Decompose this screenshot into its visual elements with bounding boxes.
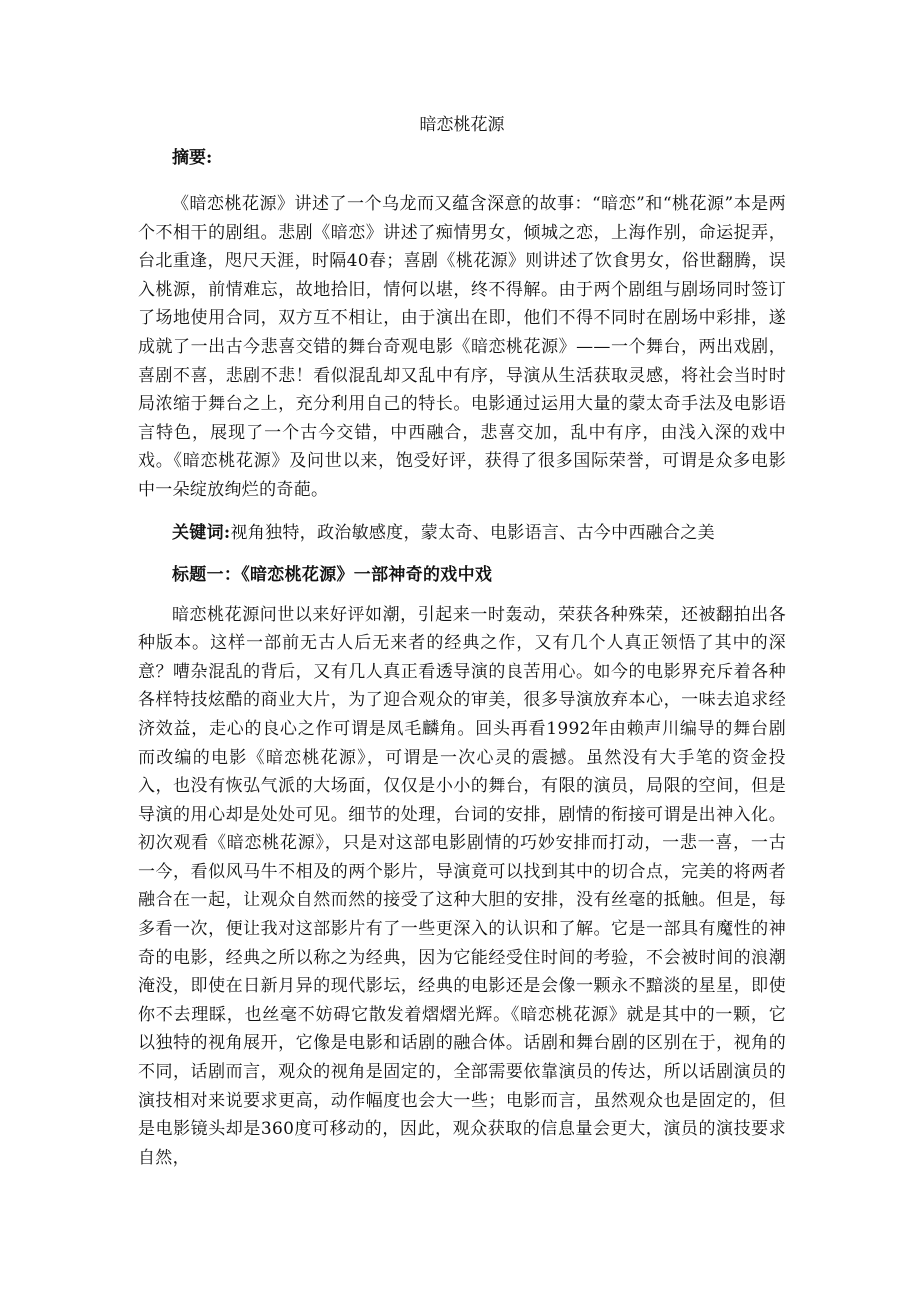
document-title: 暗恋桃花源	[419, 115, 505, 135]
keywords-label: 关键词:	[172, 522, 231, 543]
document-content	[138, 108, 786, 1172]
abstract-label: 摘要:	[172, 148, 213, 168]
abstract-paragraph: 《暗恋桃花源》讲述了一个乌龙而又蕴含深意的故事：“暗恋”和“桃花源”本是两个不相干的剧组。悲剧《暗恋》讲述了痴情男女，倾城之恋，上海作别，命运捉弄，台北重逢，咫尺天涯，时隔40春；喜剧《桃花源》则讲述了饮食男女，俗世翻腾，误入桃源，前情难忘，故地拾旧，情何以堪，终不得解。由于两个剧组与剧场同时签订了场地使用合同，双方互不相让，由于演出在即，他们不得不同时在剧场中彩排，遂成就了一出古今悲喜交错的舞台奇观电影《暗恋桃花源》——一个舞台，两出戏剧，喜剧不喜，悲剧不悲！看似混乱却又乱中有序，导演从生活获取灵感，将社会当时时局浓缩于舞台之上，充分利用自己的特长。电影通过运用大量的蒙太奇手法及电影语言特色，展现了一个古今交错，中西融合，悲喜交加，乱中有序，由浅入深的戏中戏。《暗恋桃花源》及问世以来，饱受好评，获得了很多国际荣誉，可谓是众多电影中一朵绽放绚烂的奇葩。	[138, 194, 786, 500]
body-paragraph: 暗恋桃花源问世以来好评如潮，引起来一时轰动，荣获各种殊荣，还被翻拍出各种版本。这样一部前无古人后无来者的经典之作，又有几个人真正领悟了其中的深意？嘈杂混乱的背后，又有几人真正看透导演的良苦用心。如今的电影界充斥着各种各样特技炫酷的商业大片，为了迎合观众的审美，很多导演放弃本心，一味去追求经济效益，走心的良心之作可谓是凤毛麟角。回头再看1992年由赖声川编导的舞台剧而改编的电影《暗恋桃花源》，可谓是一次心灵的震撼。虽然没有大手笔的资金投入，也没有恢弘气派的大场面，仅仅是小小的舞台，有限的演员，局限的空间，但是导演的用心却是处处可见。细节的处理，台词的安排，剧情的衔接可谓是出神入化。初次观看《暗恋桃花源》，只是对这部电影剧情的巧妙安排而打动，一悲一喜，一古一今，看似风马牛不相及的两个影片，导演竟可以找到其中的切合点，完美的将两者融合在一起，让观众自然而然的接受了这种大胆的安排，没有丝毫的抵触。但是，每多看一次，便让我对这部影片有了一些更深入的认识和了解。它是一部具有魔性的神奇的电影，经典之所以称之为经典，因为它能经受住时间的考验，不会被时间的浪潮淹没，即使在日新月异的现代影坛，经典的电影还是会像一颗永不黯淡的星星，即使你不去理睬，也丝毫不妨碍它散发着熠熠光辉。《暗恋桃花源》就是其中的一颗，它以独特的视角展开，它像是电影和话剧的融合体。话剧和舞台剧的区别在于，视角的不同，话剧而言，观众的视角是固定的，全部需要依靠演员的传达，所以话剧演员的演技相对来说要求更高，动作幅度也会大一些；电影而言，虽然观众也是固定的，但是电影镜头却是360度可移动的，因此，观众获取的信息量会更大，演员的演技要求自然，	[138, 604, 786, 1168]
keywords-line	[172, 519, 786, 547]
section-heading: 标题一：《暗恋桃花源》一部神奇的戏中戏	[172, 564, 493, 585]
keywords-text: 视角独特，政治敏感度，蒙太奇、电影语言、古今中西融合之美	[230, 522, 715, 543]
